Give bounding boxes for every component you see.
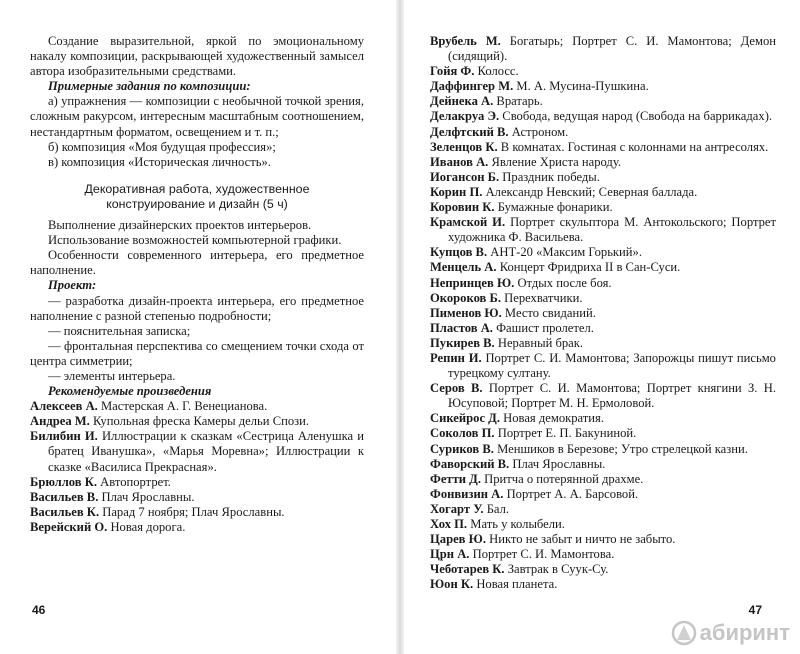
work-title: В комнатах. Гостиная с колоннами на антресолях. [500,139,769,154]
work-entry [430,442,776,457]
work-author: Делфтский В. [430,124,509,139]
work-title: Астроном. [511,124,569,139]
project-item: — разработка дизайн-проекта интерьера, его предметное наполнение с разной степенью подробности; [30,293,364,323]
work-entry [30,429,364,474]
work-title: Завтрак в Суук-Су. [507,562,609,577]
work-author: Менцель А. [430,260,497,275]
section-paragraph: Использование возможностей компьютерной графики. [48,233,342,248]
work-title: Неравный брак. [497,335,584,350]
work-author: Даффингер М. [430,79,514,94]
work-entry [430,94,776,109]
work-author: Иогансон Б. [430,169,500,184]
work-title: Новая дорога. [110,519,186,534]
work-author: Брюллов К. [30,474,97,489]
work-author: Юон К. [430,577,474,592]
work-entry [30,475,364,490]
work-title: Новая демократия. [503,411,604,426]
work-entry [430,109,776,124]
work-title: Портрет С. И. Мамонтова; Портрет княгини З. Н. Юсуповой; Портрет М. Н. Ермоловой. [448,381,776,411]
work-entry [30,399,364,414]
work-entry [430,215,776,245]
project-item: — фронтальная перспектива со смещением точки схода от центра симметрии; [30,338,364,368]
work-entry [430,306,776,321]
work-author: Дейнека А. [430,94,494,109]
work-title: Иллюстрации к сказкам «Сестрица Аленушка и братец Иванушка», «Марья Моревна»; Иллюстрации к сказке «Василиса Прекрасная». [48,429,365,474]
work-author: Непринцев Ю. [430,275,515,290]
work-author: Пукирев В. [430,335,495,350]
work-author: Суриков В. [430,441,494,456]
work-author: Црн А. [430,547,470,562]
work-entry [430,336,776,351]
work-author: Хогарт У. [430,501,484,516]
work-author: Фонвизин А. [430,486,504,501]
right-page [400,0,800,654]
labirint-watermark [671,620,790,646]
work-title: Автопортрет. [100,474,171,489]
intro-paragraph: Создание выразительной, яркой по эмоциональному накалу композиции, раскрывающей художественный замысел автора изобразительными средствами. [30,34,364,79]
work-author: Серов В. [430,381,483,396]
work-entry [430,426,776,441]
work-entry [430,547,776,562]
section-paragraph: Особенности современного интерьера, его предметное наполнение. [30,248,364,278]
work-title: Отдых после боя. [517,275,612,290]
work-author: Зеленцов К. [430,139,498,154]
work-title: Плач Ярославны. [512,456,606,471]
work-entry [430,351,776,381]
work-author: Фаворский В. [430,456,510,471]
work-title: Свобода, ведущая народ (Свобода на баррикадах). [502,109,773,124]
right-column [430,34,776,592]
page-number-left: 46 [32,603,46,617]
work-title: Притча о потерянной драхме. [484,471,644,486]
work-title: Никто не забыт и ничто не забыто. [489,532,676,547]
work-entry [430,276,776,291]
work-title: Бал. [486,501,510,516]
work-title: АНТ-20 «Максим Горький». [490,245,642,260]
work-author: Корин П. [430,184,483,199]
work-entry [430,125,776,140]
page-number-right: 47 [748,603,762,617]
work-title: Мастерская А. Г. Венецианова. [100,399,268,414]
work-author: Билибин И. [30,429,98,444]
work-author: Сикейрос Д. [430,411,500,426]
work-author: Пластов А. [430,320,493,335]
work-author: Делакруа Э. [430,109,500,124]
task-item: в) композиция «Историческая личность». [48,154,271,169]
watermark-text: абиринт [699,620,790,645]
work-entry [430,381,776,411]
work-title: Портрет Е. П. Бакуниной. [497,426,637,441]
work-entry [430,245,776,260]
work-title: Плач Ярославны. [101,489,195,504]
work-entry [430,155,776,170]
work-title: Меншиков в Березове; Утро стрелецкой казни. [497,441,748,456]
work-author: Врубель М. [430,34,501,48]
work-entry [430,170,776,185]
tasks-heading: Примерные задания по композиции: [48,79,251,94]
works-list-left [30,399,364,535]
work-title: Колосс. [477,64,519,79]
work-entry [430,517,776,532]
recommended-heading: Рекомендуемые произведения [48,384,212,399]
work-title: Явление Христа народу. [491,154,622,169]
work-author: Алексеев А. [30,399,98,414]
section-title: Декоративная работа, художественное конструирование и дизайн (5 ч) [84,181,310,211]
work-entry [430,34,776,64]
labirint-logo-icon [671,620,697,646]
work-title: Концерт Фридриха II в Сан-Суси. [499,260,681,275]
work-title: Парад 7 ноября; Плач Ярославны. [102,504,285,519]
project-item: — пояснительная записка; [48,323,191,338]
work-author: Васильев К. [30,504,100,519]
work-author: Пименов Ю. [430,305,502,320]
work-author: Чеботарев К. [430,562,505,577]
work-title: Фашист пролетел. [496,320,594,335]
work-title: Портрет С. И. Мамонтова. [472,547,615,562]
work-entry [30,414,364,429]
work-author: Андреа М. [30,414,90,429]
section-paragraph: Выполнение дизайнерских проектов интерьеров. [48,218,312,233]
work-entry [430,472,776,487]
work-title: Богатырь; Портрет С. И. Мамонтова; Демон (сидящий). [448,34,777,64]
work-title: Портрет скульптора М. Антокольского; Портрет художника Ф. Васильева. [448,215,776,245]
work-author: Купцов В. [430,245,488,260]
project-heading: Проект: [48,278,97,293]
work-title: Мать у колыбели. [470,517,565,531]
work-title: Портрет А. А. Барсовой. [506,486,639,501]
work-author: Соколов П. [430,426,495,441]
work-author: Хох П. [430,517,468,531]
task-item: б) композиция «Моя будущая профессия»; [48,139,276,154]
work-title: Перехватчики. [504,290,583,305]
work-entry [430,140,776,155]
work-title: Бумажные фонарики. [497,200,613,215]
work-title: Праздник победы. [502,169,600,184]
work-entry [430,457,776,472]
work-entry [30,490,364,505]
work-entry [30,505,364,520]
work-entry [430,411,776,426]
work-author: Крамской И. [430,215,506,230]
left-column [30,34,364,535]
work-author: Фетти Д. [430,471,481,486]
work-title: Новая планета. [476,577,558,592]
work-author: Гойя Ф. [430,64,475,79]
work-entry [430,200,776,215]
work-entry [430,185,776,200]
work-author: Васильев В. [30,489,99,504]
work-title: Купольная фреска Камеры дельи Спози. [92,414,309,429]
work-author: Царев Ю. [430,532,486,547]
work-entry [430,79,776,94]
work-entry [430,532,776,547]
work-author: Репин И. [430,350,482,365]
work-entry [30,520,364,535]
work-entry [430,487,776,502]
work-entry [430,291,776,306]
work-author: Окороков Б. [430,290,501,305]
work-title: Вратарь. [496,94,543,109]
work-title: М. А. Мусина-Пушкина. [516,79,649,94]
work-author: Иванов А. [430,154,489,169]
task-item: а) упражнения — композиции с необычной точкой зрения, сложным ракурсом, интересным масштабным соотношением, нестандартным форматом, освещением и т. п.; [30,94,364,139]
work-title: Портрет С. И. Мамонтова; Запорожцы пишут письмо турецкому султану. [448,350,776,381]
work-entry [430,502,776,517]
work-title: Место свиданий. [504,305,596,320]
work-entry [430,260,776,275]
work-entry [430,64,776,79]
project-item: — элементы интерьера. [48,368,176,383]
work-entry [430,562,776,577]
works-list-right [430,34,776,592]
work-author: Коровин К. [430,200,495,215]
work-author: Верейский О. [30,519,108,534]
work-title: Александр Невский; Северная баллада. [485,184,698,199]
work-entry [430,321,776,336]
work-entry [430,577,776,592]
